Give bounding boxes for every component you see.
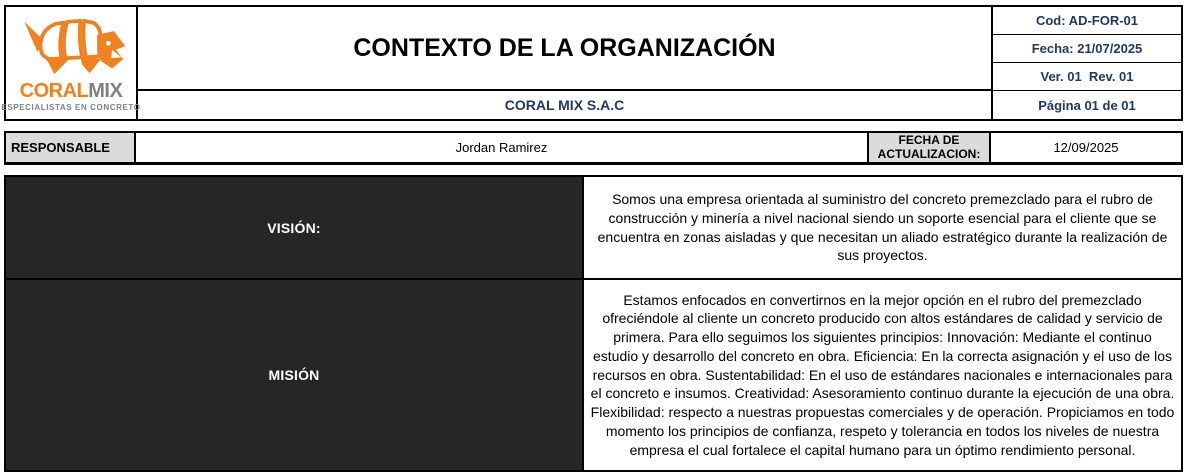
- responsible-row: [4, 131, 1183, 165]
- doc-version-cell: Ver. 01 Rev. 01: [991, 63, 1181, 91]
- mision-row: [6, 278, 1181, 470]
- brand-mix-text: MIX: [88, 80, 123, 102]
- armadillo-mixer-logo-icon: [15, 14, 127, 80]
- update-date-value: 12/09/2025: [1053, 140, 1119, 155]
- document-page: [1, 5, 1183, 472]
- brand-coral-text: CORAL: [19, 80, 89, 102]
- update-date-label: FECHA DE ACTUALIZACION:: [867, 133, 991, 162]
- doc-page-cell: Página 01 de 01: [991, 91, 1181, 119]
- document-title: CONTEXTO DE LA ORGANIZACIÓN: [353, 33, 776, 62]
- logo-cell: [1, 7, 141, 119]
- brand-tagline: ESPECIALISTAS EN CONCRETO: [1, 103, 141, 112]
- company-name: CORAL MIX S.A.C: [504, 97, 625, 113]
- vision-mision-table: [4, 175, 1183, 472]
- mision-text: Estamos enfocados en convertirnos en la mejor opción en el rubro del premezclado ofreciéndole al cliente un concreto producido con altos estándares de calidad y servicio de primera. Para ello seguimos los siguientes principios: Innovación: Mediante el continuo estudio y desarrollo del concreto en obra. Eficiencia: En la correcta asignación y el uso de los recursos en obra. Sustentabilidad: En el uso de estándares nacionales e internacionales para el concreto e insumos. Creatividad: Asesoramiento continuo durante la ejecución de una obra. Flexibilidad: respecto a nuestras propuestas comerciales y de operación. Propiciamos en todo momento los principios de confianza, respeto y tolerancia en todos los niveles de nuestra empresa el cual fortalece el capital humano para un óptimo rendimiento personal.: [590, 291, 1175, 458]
- header-table: [1, 5, 1183, 121]
- mision-title: MISIÓN: [6, 280, 584, 470]
- responsible-value: Jordan Ramirez: [455, 140, 548, 155]
- company-cell: [138, 91, 991, 119]
- brand-wordmark: [20, 81, 123, 101]
- responsible-label: RESPONSABLE: [6, 133, 136, 162]
- vision-row: [6, 177, 1181, 278]
- doc-date-cell: Fecha: 21/07/2025: [991, 35, 1181, 63]
- title-cell: [138, 7, 991, 91]
- vision-text: Somos una empresa orientada al suministro del concreto premezclado para el rubro de construcción y minería a nivel nacional siendo un soporte esencial para el cliente que se encuentra en zonas aisladas y que necesitan un aliado estratégico durante la realización de sus proyectos.: [597, 191, 1168, 264]
- vision-title: VISIÓN:: [6, 177, 584, 278]
- doc-code-cell: Cod: AD-FOR-01: [991, 7, 1181, 35]
